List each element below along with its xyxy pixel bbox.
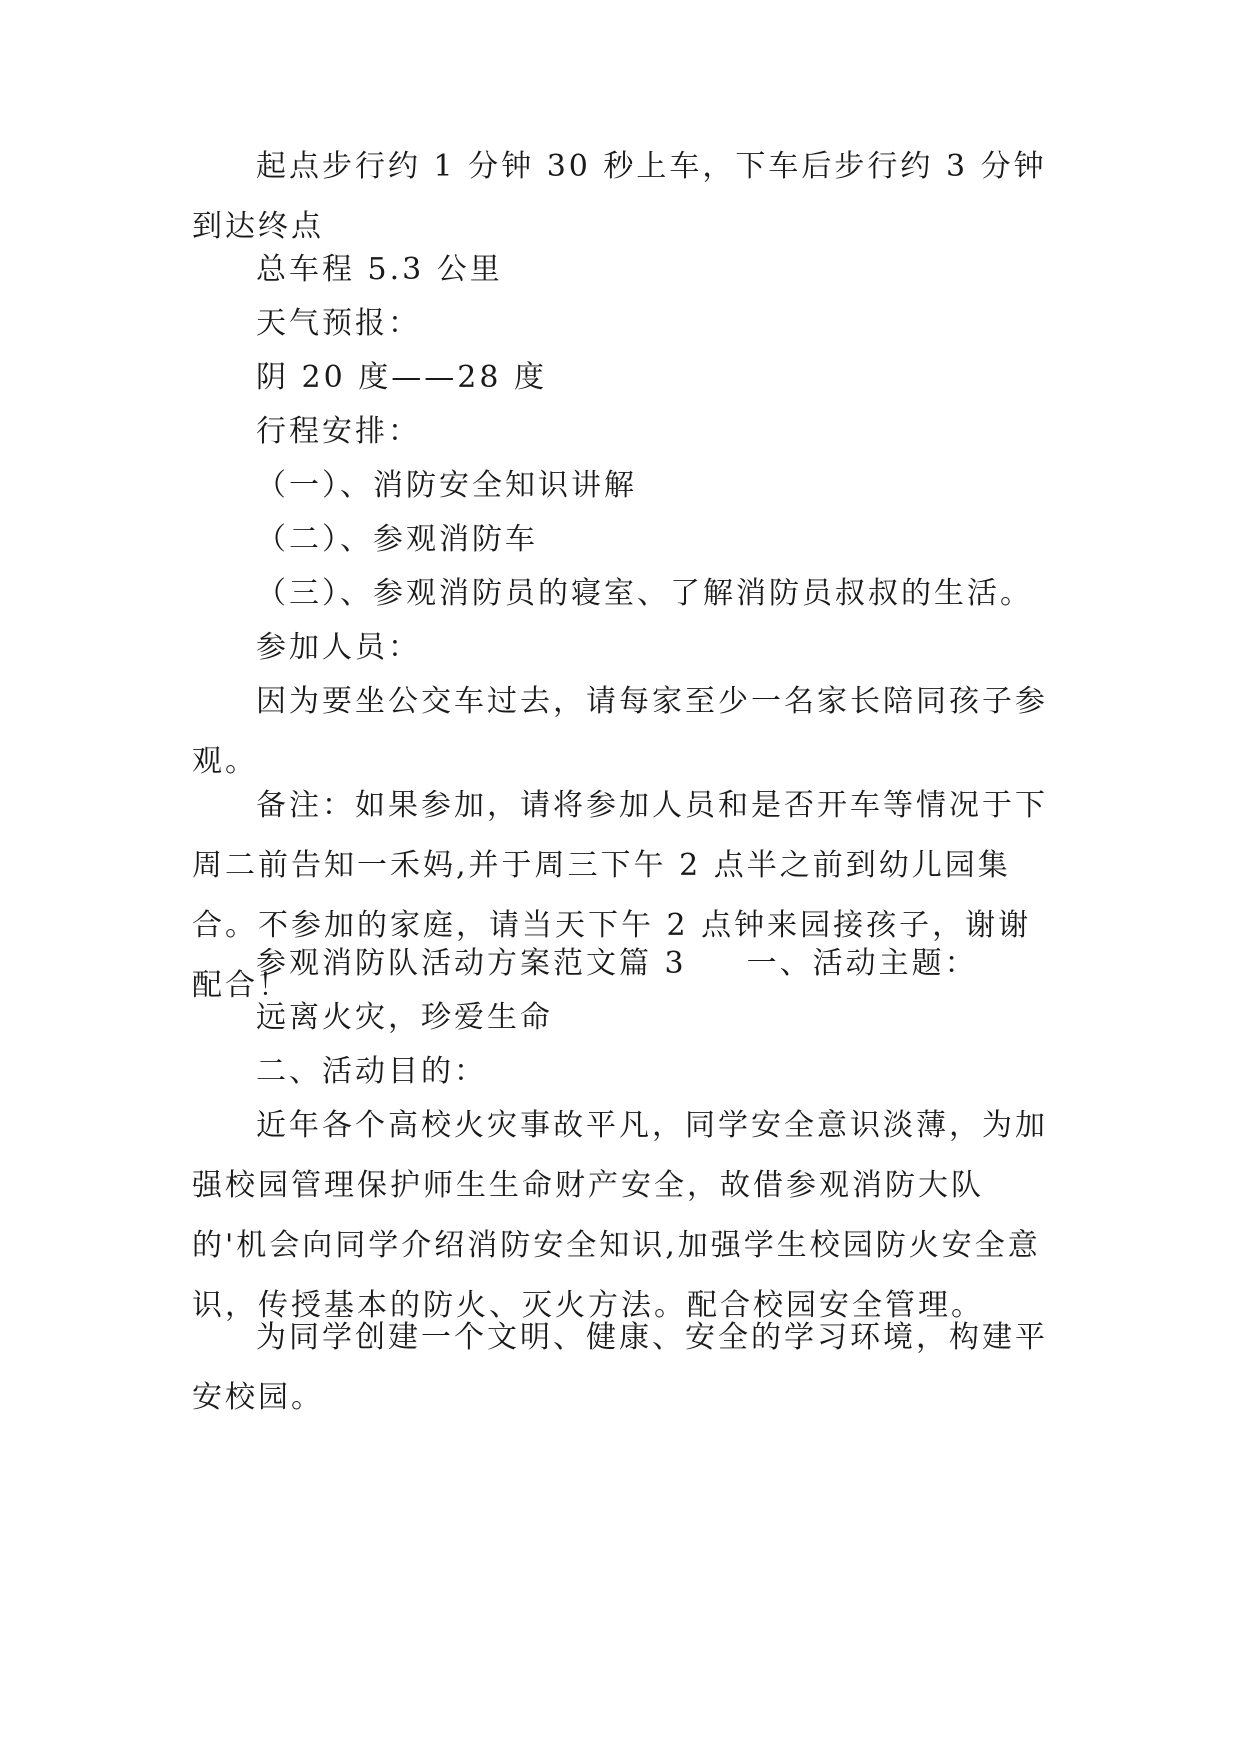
paragraph-section-title xyxy=(192,934,1052,994)
paragraph-schedule-item-1: （一）、消防安全知识讲解 xyxy=(256,468,637,503)
paragraph-schedule-item-3: （三）、参观消防员的寝室、了解消防员叔叔的生活。 xyxy=(256,576,1033,611)
paragraph-environment: 为同学创建一个文明、健康、安全的学习环境，构建平安校园。 xyxy=(192,1320,1048,1415)
paragraph-purpose: 近年各个高校火灾事故平凡，同学安全意识淡薄，为加强校园管理保护师生生命财产安全，故借参观消防大队的'机会向同学介绍消防安全知识,加强学生校园防火安全意识，传授基本的防火、灭火方法。配合校园安全管理。 xyxy=(192,1108,1048,1323)
paragraph-weather: 阴 20 度——28 度 xyxy=(256,360,547,395)
paragraph-theme: 远离火灾，珍爱生命 xyxy=(256,1000,553,1035)
paragraph-schedule-item-2: （二）、参观消防车 xyxy=(256,522,538,557)
section-title: 参观消防队活动方案范文篇 3 xyxy=(256,946,687,981)
paragraph-weather-heading: 天气预报： xyxy=(256,306,421,341)
paragraph-purpose-heading: 二、活动目的： xyxy=(256,1054,487,1089)
paragraph-participants-heading: 参加人员： xyxy=(256,630,421,665)
paragraph-notes: 备注：如果参加，请将参加人员和是否开车等情况于下周二前告知一禾妈,并于周三下午 2 点半之前到幼儿园集合。不参加的家庭，请当天下午 2 点钟来园接孩子，谢谢配合！ xyxy=(192,788,1048,1003)
paragraph-schedule-heading: 行程安排： xyxy=(256,414,421,449)
paragraph-route: 起点步行约 1 分钟 30 秒上车，下车后步行约 3 分钟到达终点 xyxy=(192,149,1047,244)
paragraph-participants: 因为要坐公交车过去，请每家至少一名家长陪同孩子参观。 xyxy=(192,684,1048,779)
paragraph-distance: 总车程 5.3 公里 xyxy=(256,252,503,287)
section-theme-heading: 一、活动主题： xyxy=(746,946,978,981)
